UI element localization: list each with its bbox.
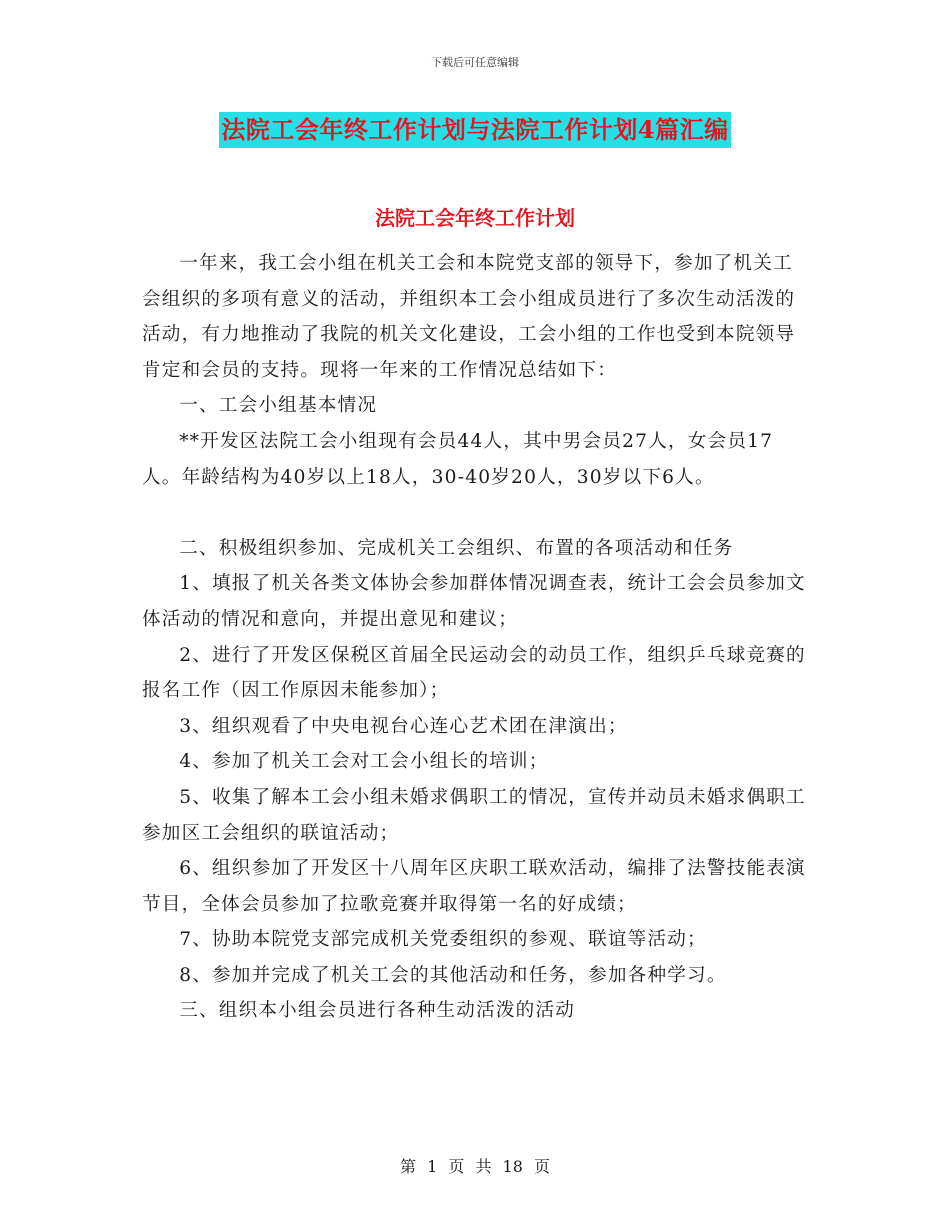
list-item: 5、收集了解本工会小组未婚求偶职工的情况，宣传并动员未婚求偶职工参加区工会组织的联谊活动； xyxy=(142,786,806,844)
section-title: 法院工会年终工作计划 xyxy=(375,206,575,230)
document-body xyxy=(142,246,810,1029)
list-item: 4、参加了机关工会对工会小组长的培训； xyxy=(179,751,549,773)
list-item: 7、协助本院党支部完成机关党委组织的参观、联谊等活动； xyxy=(179,929,707,951)
list-item: 6、组织参加了开发区十八周年区庆职工联欢活动，编排了法警技能表演节目，全体会员参加了拉歌竞赛并取得第一名的好成绩； xyxy=(142,858,806,915)
list-item: 8、参加并完成了机关工会的其他活动和任务，参加各种学习。 xyxy=(179,964,727,986)
heading-activities: 二、积极组织参加、完成机关工会组织、布置的各项活动和任务 xyxy=(179,537,734,559)
list-item: 1、填报了机关各类文体协会参加群体情况调查表，统计工会会员参加文体活动的情况和意向，并提出意见和建议； xyxy=(142,573,806,630)
doc-title: 法院工会年终工作计划与法院工作计划4篇汇编 xyxy=(219,112,730,148)
heading-basic-info: 一、工会小组基本情况 xyxy=(179,395,378,417)
header-note: 下载后可任意编辑 xyxy=(431,56,519,69)
list-item: 3、组织观看了中央电视台心连心艺术团在津演出； xyxy=(179,715,628,737)
paragraph-intro: 一年来，我工会小组在机关工会和本院党支部的领导下，参加了机关工会组织的多项有意义的活动，并组织本工会小组成员进行了多次生动活泼的活动，有力地推动了我院的机关文化建设，工会小组的工作也受到本院领导肯定和会员的支持。现将一年来的工作情况总结如下： xyxy=(142,253,796,381)
doc-title-wrap xyxy=(0,112,950,148)
list-item: 2、进行了开发区保税区首届全民运动会的动员工作，组织乒乓球竞赛的报名工作（因工作原因未能参加）； xyxy=(142,644,806,702)
page-footer: 第 1 页 共 18 页 xyxy=(400,1157,550,1176)
paragraph-members: **开发区法院工会小组现有会员44人，其中男会员27人，女会员17人。年龄结构为40岁以上18人，30-40岁20人，30岁以下6人。 xyxy=(142,430,774,488)
heading-group-activities: 三、组织本小组会员进行各种生动活泼的活动 xyxy=(179,1000,576,1022)
